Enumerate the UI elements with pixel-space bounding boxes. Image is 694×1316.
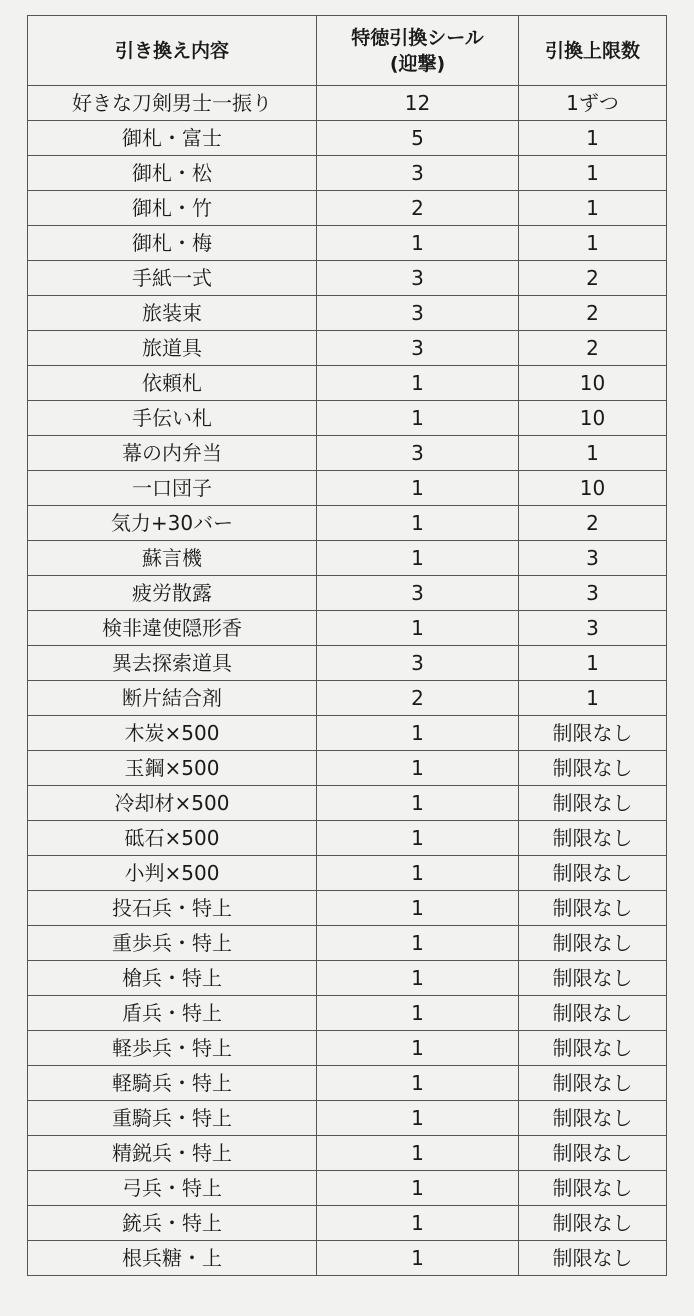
table-row [28,1101,667,1136]
item-name-cell: 検非違使隠形香 [28,611,317,646]
exchange-limit-cell: 制限なし [519,1241,667,1276]
item-name-cell: 精鋭兵・特上 [28,1136,317,1171]
table-row [28,156,667,191]
exchange-limit-cell: 2 [519,261,667,296]
item-name-cell: 冷却材×500 [28,786,317,821]
exchange-limit-cell: 1 [519,121,667,156]
seal-cost-cell: 2 [317,191,519,226]
seal-cost-cell: 1 [317,1101,519,1136]
item-name-cell: 重騎兵・特上 [28,1101,317,1136]
item-name-cell: 小判×500 [28,856,317,891]
table-row [28,751,667,786]
table-row [28,716,667,751]
table-row [28,646,667,681]
exchange-limit-cell: 1 [519,681,667,716]
item-name-cell: 好きな刀剣男士一振り [28,86,317,121]
exchange-limit-cell: 制限なし [519,821,667,856]
exchange-limit-cell: 3 [519,611,667,646]
table-row [28,401,667,436]
item-name-cell: 槍兵・特上 [28,961,317,996]
table-row [28,1136,667,1171]
item-name-cell: 手伝い札 [28,401,317,436]
seal-cost-cell: 3 [317,436,519,471]
exchange-limit-cell: 制限なし [519,1206,667,1241]
item-name-cell: 軽歩兵・特上 [28,1031,317,1066]
exchange-limit-cell: 制限なし [519,1136,667,1171]
exchange-limit-cell: 2 [519,296,667,331]
table-row [28,856,667,891]
item-name-cell: 蘇言機 [28,541,317,576]
seal-cost-cell: 1 [317,891,519,926]
table-row [28,506,667,541]
exchange-limit-cell: 1 [519,156,667,191]
exchange-limit-cell: 制限なし [519,1066,667,1101]
seal-cost-cell: 1 [317,1206,519,1241]
item-name-cell: 異去探索道具 [28,646,317,681]
exchange-limit-cell: 2 [519,506,667,541]
seal-cost-cell: 1 [317,1031,519,1066]
exchange-limit-cell: 10 [519,471,667,506]
table-row [28,226,667,261]
table-row [28,1171,667,1206]
item-name-cell: 弓兵・特上 [28,1171,317,1206]
item-name-cell: 御札・梅 [28,226,317,261]
item-name-cell: 木炭×500 [28,716,317,751]
exchange-limit-cell: 制限なし [519,1101,667,1136]
table-row [28,541,667,576]
header-seal-cost-line2: (迎撃) [389,52,446,75]
exchange-limit-cell: 10 [519,366,667,401]
table-row [28,1031,667,1066]
exchange-limit-cell: 制限なし [519,1031,667,1066]
exchange-limit-cell: 1 [519,191,667,226]
seal-cost-cell: 1 [317,506,519,541]
table-row [28,1066,667,1101]
table-row [28,86,667,121]
exchange-limit-cell: 制限なし [519,996,667,1031]
exchange-limit-cell: 1 [519,226,667,261]
seal-cost-cell: 3 [317,331,519,366]
seal-cost-cell: 3 [317,261,519,296]
exchange-limit-cell: 制限なし [519,856,667,891]
table-header [28,16,667,86]
seal-cost-cell: 1 [317,226,519,261]
item-name-cell: 御札・松 [28,156,317,191]
item-name-cell: 砥石×500 [28,821,317,856]
header-exchange-limit-label: 引換上限数 [544,39,640,62]
item-name-cell: 重歩兵・特上 [28,926,317,961]
exchange-limit-cell: 制限なし [519,751,667,786]
item-name-cell: 玉鋼×500 [28,751,317,786]
exchange-limit-cell: 3 [519,541,667,576]
seal-cost-cell: 1 [317,751,519,786]
seal-cost-cell: 1 [317,786,519,821]
table-row [28,576,667,611]
exchange-limit-cell: 制限なし [519,926,667,961]
seal-cost-cell: 1 [317,821,519,856]
exchange-limit-cell: 1 [519,436,667,471]
table-row [28,961,667,996]
seal-cost-cell: 1 [317,401,519,436]
seal-cost-cell: 1 [317,611,519,646]
seal-cost-cell: 1 [317,366,519,401]
table-row [28,681,667,716]
table-row [28,996,667,1031]
table-row [28,611,667,646]
header-seal-cost [317,16,519,86]
exchange-table [27,15,667,1276]
header-row [28,16,667,86]
item-name-cell: 一口団子 [28,471,317,506]
seal-cost-cell: 3 [317,646,519,681]
header-exchange-item [28,16,317,86]
seal-cost-cell: 1 [317,996,519,1031]
item-name-cell: 盾兵・特上 [28,996,317,1031]
table-row [28,191,667,226]
exchange-limit-cell: 制限なし [519,891,667,926]
header-seal-cost-line1: 特徳引換シール [351,26,484,49]
table-row [28,1206,667,1241]
header-exchange-item-label: 引き換え内容 [114,39,229,62]
seal-cost-cell: 2 [317,681,519,716]
exchange-limit-cell: 制限なし [519,961,667,996]
table-row [28,296,667,331]
item-name-cell: 旅道具 [28,331,317,366]
table-row [28,786,667,821]
table-row [28,891,667,926]
table-row [28,1241,667,1276]
item-name-cell: 根兵糖・上 [28,1241,317,1276]
exchange-limit-cell: 10 [519,401,667,436]
table-row [28,436,667,471]
item-name-cell: 気力+30バー [28,506,317,541]
seal-cost-cell: 3 [317,156,519,191]
item-name-cell: 銃兵・特上 [28,1206,317,1241]
exchange-limit-cell: 1 [519,646,667,681]
seal-cost-cell: 12 [317,86,519,121]
seal-cost-cell: 1 [317,961,519,996]
item-name-cell: 御札・竹 [28,191,317,226]
item-name-cell: 依頼札 [28,366,317,401]
table-row [28,121,667,156]
item-name-cell: 軽騎兵・特上 [28,1066,317,1101]
seal-cost-cell: 3 [317,576,519,611]
item-name-cell: 手紙一式 [28,261,317,296]
exchange-limit-cell: 2 [519,331,667,366]
seal-cost-cell: 1 [317,1136,519,1171]
seal-cost-cell: 1 [317,856,519,891]
exchange-limit-cell: 3 [519,576,667,611]
item-name-cell: 断片結合剤 [28,681,317,716]
seal-cost-cell: 3 [317,296,519,331]
exchange-limit-cell: 1ずつ [519,86,667,121]
item-name-cell: 疲労散露 [28,576,317,611]
table-row [28,821,667,856]
item-name-cell: 御札・富士 [28,121,317,156]
seal-cost-cell: 1 [317,926,519,961]
table-body [28,86,667,1276]
item-name-cell: 幕の内弁当 [28,436,317,471]
seal-cost-cell: 5 [317,121,519,156]
seal-cost-cell: 1 [317,716,519,751]
item-name-cell: 旅装束 [28,296,317,331]
seal-cost-cell: 1 [317,471,519,506]
seal-cost-cell: 1 [317,1241,519,1276]
seal-cost-cell: 1 [317,1171,519,1206]
exchange-limit-cell: 制限なし [519,1171,667,1206]
exchange-table-container [27,15,666,1276]
exchange-limit-cell: 制限なし [519,716,667,751]
seal-cost-cell: 1 [317,1066,519,1101]
table-row [28,926,667,961]
table-row [28,366,667,401]
seal-cost-cell: 1 [317,541,519,576]
table-row [28,331,667,366]
table-row [28,261,667,296]
header-exchange-limit [519,16,667,86]
item-name-cell: 投石兵・特上 [28,891,317,926]
exchange-limit-cell: 制限なし [519,786,667,821]
table-row [28,471,667,506]
